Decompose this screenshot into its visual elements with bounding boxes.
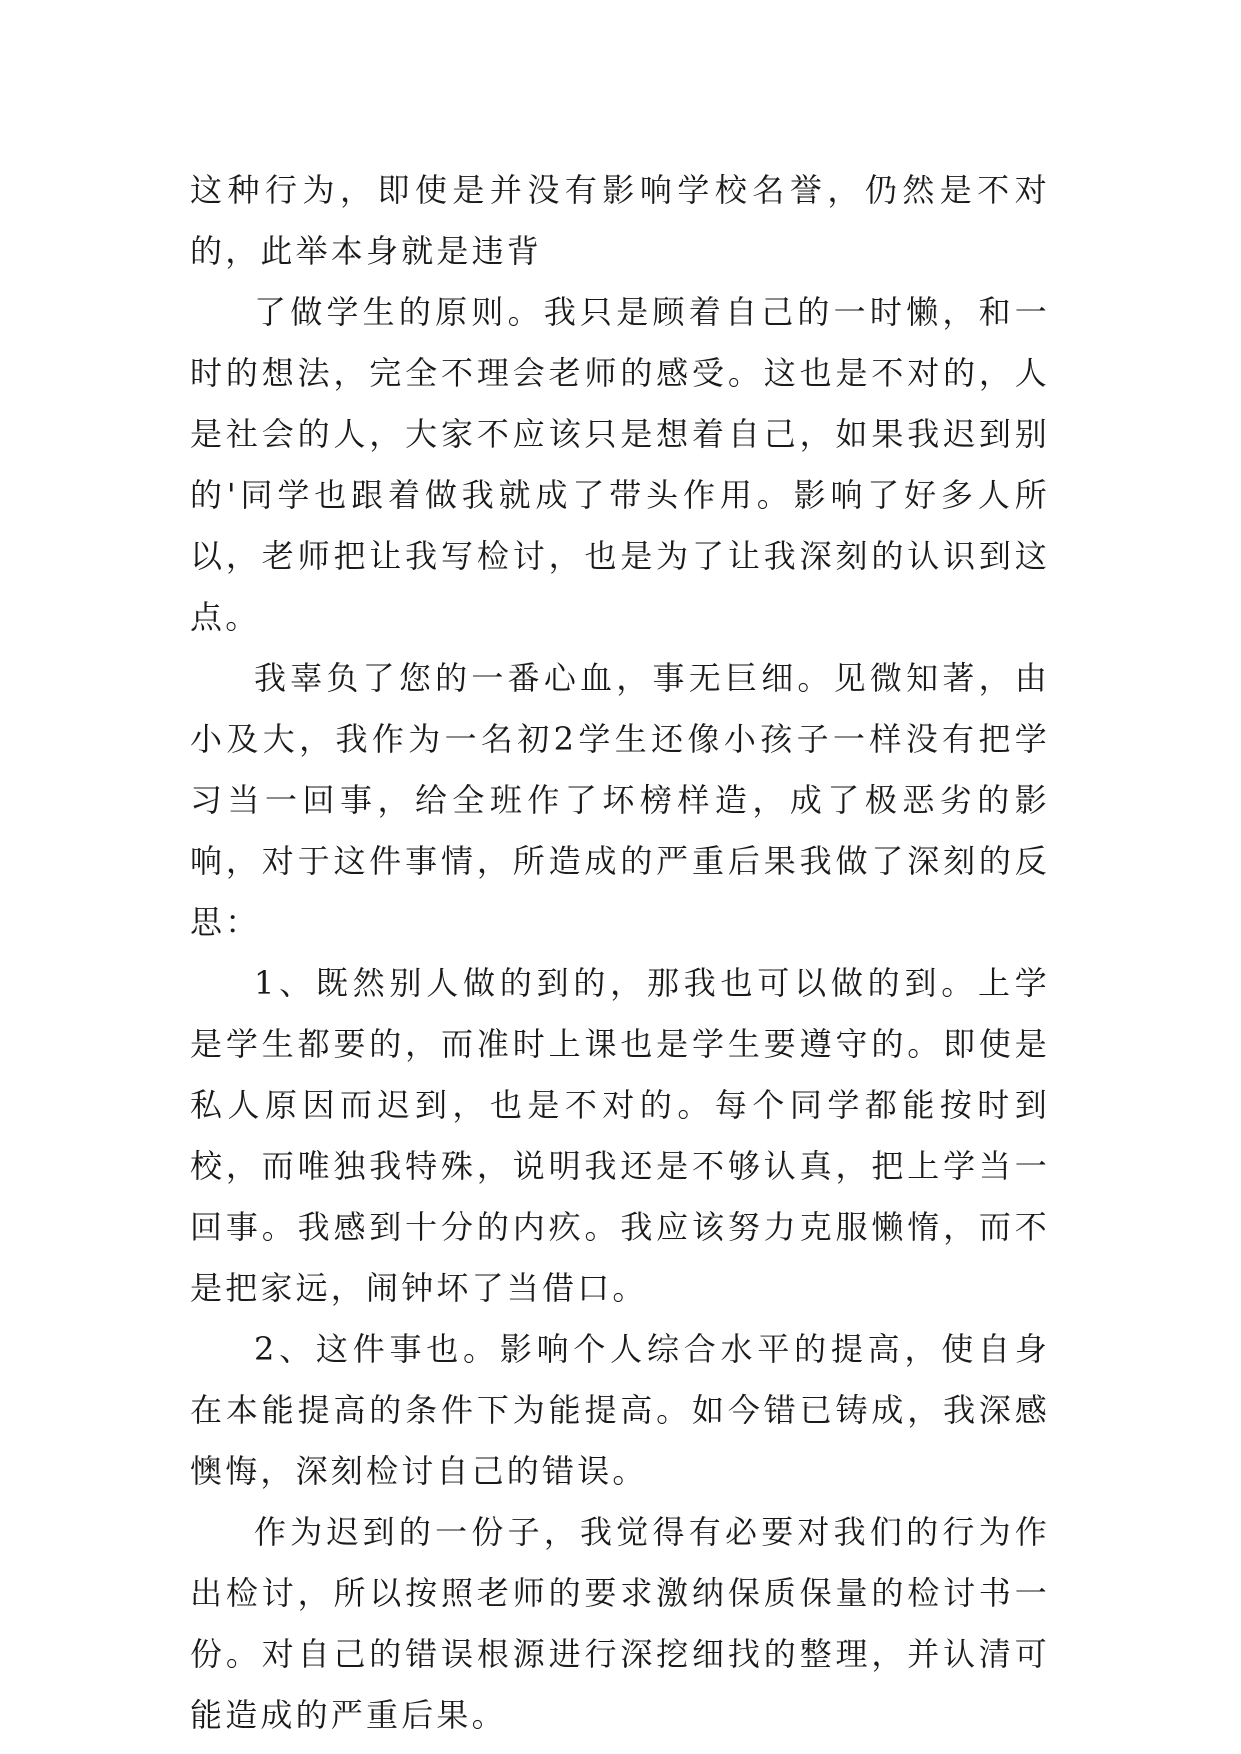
document-body xyxy=(190,160,1050,1746)
paragraph: 1、既然别人做的到的，那我也可以做的到。上学是学生都要的，而准时上课也是学生要遵守的。即使是私人原因而迟到，也是不对的。每个同学都能按时到校，而唯独我特殊，说明我还是不够认真，把上学当一回事。我感到十分的内疚。我应该努力克服懒惰，而不是把家远，闹钟坏了当借口。 xyxy=(190,964,1050,1307)
paragraph: 这种行为，即使是并没有影响学校名誉，仍然是不对的，此举本身就是违背 xyxy=(190,171,1050,270)
paragraph: 我辜负了您的一番心血，事无巨细。见微知著，由小及大，我作为一名初2学生还像小孩子一样没有把学习当一回事，给全班作了坏榜样造，成了极恶劣的影响，对于这件事情，所造成的严重后果我做了深刻的反思： xyxy=(190,659,1050,941)
paragraph: 了做学生的原则。我只是顾着自己的一时懒，和一时的想法，完全不理会老师的感受。这也是不对的，人是社会的人，大家不应该只是想着自己，如果我迟到别的'同学也跟着做我就成了带头作用。影响了好多人所以，老师把让我写检讨，也是为了让我深刻的认识到这点。 xyxy=(190,293,1050,636)
paragraph: 2、这件事也。影响个人综合水平的提高，使自身在本能提高的条件下为能提高。如今错已铸成，我深感懊悔，深刻检讨自己的错误。 xyxy=(190,1330,1050,1490)
paragraph: 作为迟到的一份子，我觉得有必要对我们的行为作出检讨，所以按照老师的要求激纳保质保量的检讨书一份。对自己的错误根源进行深挖细找的整理，并认清可能造成的严重后果。 xyxy=(190,1513,1050,1734)
